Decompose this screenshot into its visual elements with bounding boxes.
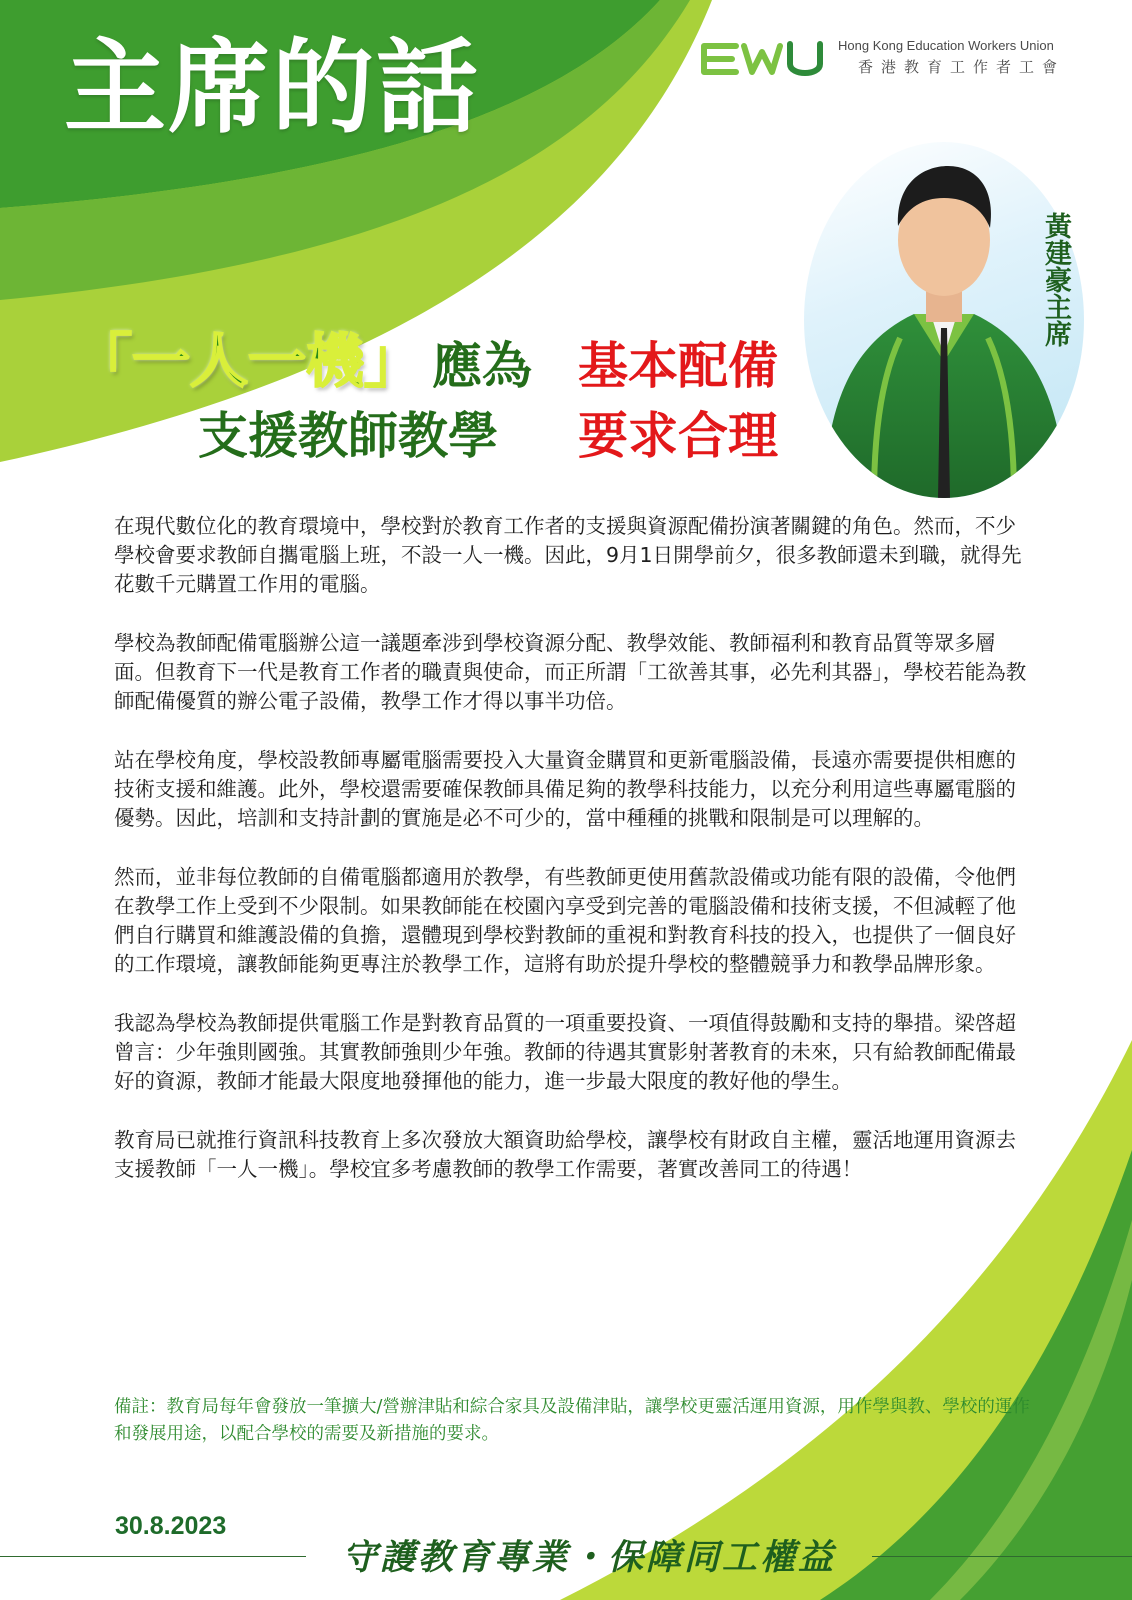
paragraph-6: 教育局已就推行資訊科技教育上多次發放大額資助給學校，讓學校有財政自主權，靈活地運用資源去支援教師「一人一機」。學校宜多考慮教師的教學工作需要，著實改善同工的待遇！	[114, 1128, 1016, 1181]
headline-quote: 「一人一機」	[74, 327, 423, 395]
paragraph-5: 我認為學校為教師提供電腦工作是對教育品質的一項重要投資、一項值得鼓勵和支持的舉措。梁啓超曾言：少年強則國強。其實教師強則少年強。教師的待遇其實影射著教育的未來，只有給教師配備最好的資源，教師才能最大限度地發揮他的能力，進一步最大限度的教好他的學生。	[114, 1011, 1016, 1093]
union-logo	[700, 36, 1110, 86]
footer-divider-right	[872, 1556, 1132, 1557]
union-name-chinese: 香港教育工作者工會	[858, 58, 1066, 76]
paragraph-3: 站在學校角度，學校設教師專屬電腦需要投入大量資金購買和更新電腦設備，長遠亦需要提供相應的技術支援和維護。此外，學校還需要確保教師具備足夠的教學科技能力，以充分利用這些專屬電腦的優勢。因此，培訓和支持計劃的實施是必不可少的，當中種種的挑戰和限制是可以理解的。	[114, 748, 1016, 830]
footer-divider-left	[0, 1556, 306, 1557]
chairman-name: 黃建豪主席	[1040, 212, 1071, 347]
article-body	[114, 512, 1034, 1214]
paragraph-2: 學校為教師配備電腦辦公這一議題牽涉到學校資源分配、教學效能、教師福利和教育品質等眾多層面。但教育下一代是教育工作者的職責與使命，而正所謂「工欲善其事，必先利其器」，學校若能為教師配備優質的辦公電子設備，教學工作才得以事半功倍。	[114, 631, 1027, 713]
paragraph-4: 然而，並非每位教師的自備電腦都適用於教學，有些教師更使用舊款設備或功能有限的設備，令他們在教學工作上受到不少限制。如果教師能在校園內享受到完善的電腦設備和技術支援，不但減輕了他們自行購買和維護設備的負擔，還體現到學校對教師的重視和對教育科技的投入，也提供了一個良好的工作環境，讓教師能夠更專注於教學工作，這將有助於提升學校的整體競爭力和教學品牌形象。	[114, 865, 1016, 976]
union-name-english: Hong Kong Education Workers Union	[838, 38, 1054, 53]
headline-highlight-2: 要求合理	[578, 407, 778, 465]
headline-main-2: 支援教師教學	[198, 407, 498, 465]
footnote: 備註：教育局每年會發放一筆擴大/營辦津貼和綜合家具及設備津貼，讓學校更靈活運用資源，用作學與教、學校的運作和發展用途，以配合學校的需要及新措施的要求。	[114, 1397, 1030, 1444]
page-title: 主席的話	[64, 28, 480, 148]
headline-middle: 應為	[432, 337, 532, 395]
paragraph-1: 在現代數位化的教育環境中，學校對於教育工作者的支援與資源配備扮演著關鍵的角色。然而，不少學校會要求教師自攜電腦上班，不設一人一機。因此，9月1日開學前夕，很多教師還未到職，就得先花數千元購置工作用的電腦。	[114, 514, 1022, 596]
footer-slogan: 守護教育專業・保障同工權益	[342, 1537, 837, 1578]
headline-highlight-1: 基本配備	[578, 337, 778, 395]
ewu-logo-mark-icon	[700, 40, 826, 78]
publish-date: 30.8.2023	[115, 1512, 227, 1540]
